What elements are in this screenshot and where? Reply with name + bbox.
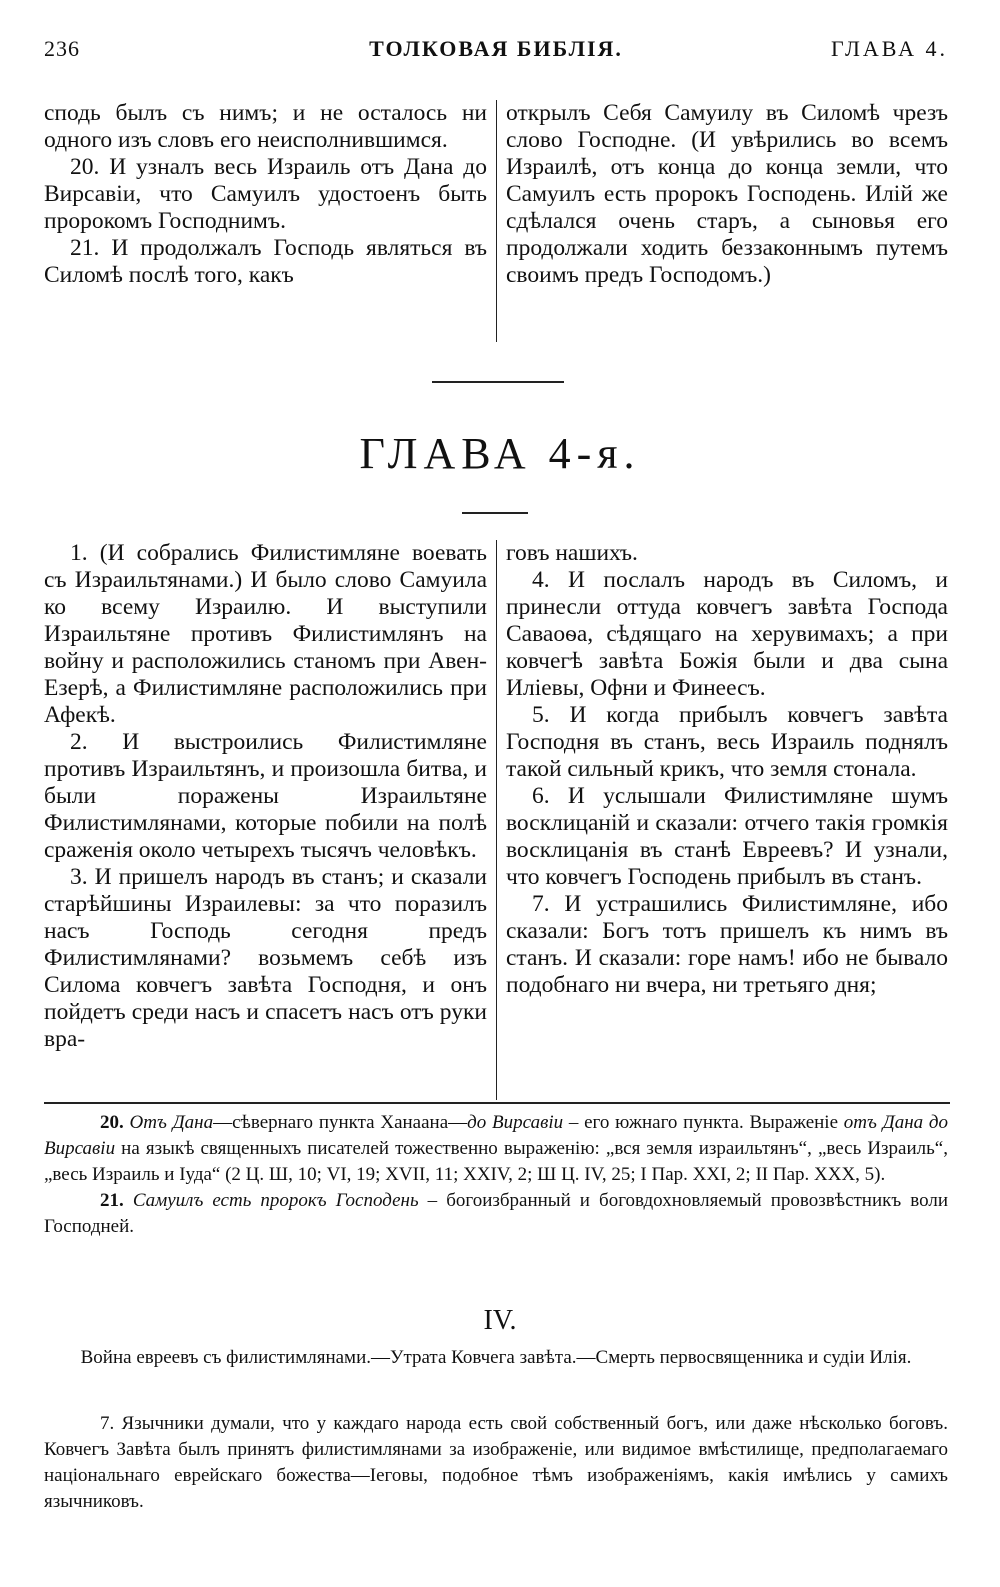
verse-text: 4. И послалъ народъ въ Силомъ, и принесли оттуда ковчегъ завѣта Господа Саваоѳа, сѣдящаго на херувимахъ; а при ковчегѣ завѣта Божія были и два сына Иліевы, Офни и Финеесъ.	[506, 567, 948, 701]
verse-text: 20. И узналъ весь Израиль отъ Дана до Вирсавіи, что Самуилъ удостоенъ быть пророкомъ Господнимъ.	[44, 154, 487, 234]
page-header	[44, 36, 948, 76]
note-number: 21.	[100, 1190, 124, 1211]
commentary-note-20	[44, 1110, 948, 1188]
commentary-note-7	[44, 1411, 948, 1515]
note-text: – богоизбранный и боговдохновляемый провозвѣстникъ воли Господней.	[44, 1190, 948, 1237]
note-reference: Отъ Дана	[129, 1112, 214, 1133]
top-left-column	[44, 100, 496, 342]
commentary-notes	[44, 1110, 948, 1240]
commentary-note-21	[44, 1188, 948, 1240]
verse-text: 6. И услышали Филистимляне шумъ восклицаній и сказали: отчего такія громкія восклицанія въ станѣ Евреевъ? И узнали, что ковчегъ Господень прибылъ въ станъ.	[506, 783, 948, 890]
verse-text: 7. И устрашились Филистимляне, ибо сказали: Богъ тотъ пришелъ къ нимъ въ станъ. И сказали: горе намъ! ибо не бывало подобнаго ни вчера, ни третьяго дня;	[506, 891, 948, 998]
commentary-section-number: IV.	[483, 1305, 517, 1336]
verse-text: говъ нашихъ.	[506, 540, 638, 566]
verse-text: 2. И выстроились Филистимляне противъ Израильтянъ, и произошла битва, и были поражены Израильтяне Филистимлянами, которые побили на полѣ сраженія около четырехъ тысячъ человѣкъ.	[44, 729, 487, 863]
note-reference: отъ Дана до Вирсавіи	[44, 1112, 949, 1159]
note-text: на языкѣ священныхъ писателей тожественно выраженію: „вся земля израильтянъ“, „весь Израиль“, „весь Израиль и Іуда“ (2 Ц. Ш, 10; VI, 19; XVII, 11; XXIV, 2; Ш Ц. IV, 25; I Пар. XXI, 2; II Пар. XXX, 5).	[44, 1138, 948, 1185]
note-number: 7.	[100, 1413, 115, 1434]
verse-text: сподь былъ съ нимъ; и не осталось ни одного изъ словъ его неисполнившимся.	[44, 100, 487, 153]
running-title: ТОЛКОВАЯ БИБЛІЯ.	[369, 36, 623, 61]
note-text: Язычники думали, что у каждаго народа есть свой собственный богъ, или даже нѣсколько боговъ. Ковчегъ Завѣта былъ принятъ филистимлянами за изображеніе, или видимое вмѣстилище, предполагаемаго національнаго еврейскаго божества—Іеговы, подобное тѣмъ изображеніямъ, какія имѣлись у самихъ язычниковъ.	[44, 1413, 948, 1512]
note-reference: Самуилъ есть пророкъ Господень	[132, 1190, 419, 1211]
verse-text: открылъ Себя Самуилу въ Силомѣ чрезъ слово Господне. (И увѣрились во всемъ Израилѣ, отъ конца до конца земли, что Самуилъ есть пророкъ Господень. Илій же сдѣлался очень старъ, а сыновья его продолжали ходить беззаконнымъ путемъ своимъ предъ Господомъ.)	[506, 100, 948, 288]
divider-rule	[462, 512, 528, 514]
verse-text: 5. И когда прибылъ ковчегъ завѣта Господня въ станъ, весь Израиль поднялъ такой сильный крикъ, что земля стонала.	[506, 702, 948, 782]
note-text: – его южнаго пункта. Выраженіе	[563, 1112, 844, 1133]
footnote-divider	[44, 1102, 950, 1104]
page-number: 236	[44, 36, 80, 61]
divider-rule	[432, 381, 564, 383]
running-chapter: ГЛАВА 4.	[830, 36, 948, 61]
top-text-columns	[44, 100, 948, 342]
note-number: 20.	[100, 1112, 124, 1133]
verse-text: 3. И пришелъ народъ въ станъ; и сказали старѣйшины Израилевы: за что поразилъ насъ Господь сегодня предъ Филистимлянами? возьмемъ себѣ изъ Силома ковчегъ завѣта Господня, и онъ пойдетъ среди насъ и спасетъ насъ отъ руки вра-	[44, 864, 487, 1052]
note-reference: до Вирсавіи	[467, 1112, 564, 1133]
main-right-column	[496, 540, 948, 1100]
chapter-heading: ГЛАВА 4-я.	[359, 429, 641, 478]
note-text: —сѣвернаго пункта Ханаана—	[213, 1112, 468, 1133]
commentary-notes-chapter	[44, 1411, 948, 1515]
main-left-column	[44, 540, 496, 1100]
top-right-column	[496, 100, 948, 342]
verse-text: 21. И продолжалъ Господь являться въ Силомѣ послѣ того, какъ	[44, 235, 487, 288]
main-text-columns	[44, 540, 948, 1100]
verse-text: 1. (И собрались Филистимляне воевать съ Израильтянами.) И было слово Самуила ко всему Израилю. И выступили Израильтяне противъ Филистимлянъ на войну и расположились станомъ при Авен-Езерѣ, а Филистимляне расположились при Афекѣ.	[44, 540, 487, 728]
chapter-summary: Война евреевъ съ филистимлянами.—Утрата Ковчега завѣта.—Смерть первосвященника и судіи Илія.	[80, 1347, 912, 1368]
